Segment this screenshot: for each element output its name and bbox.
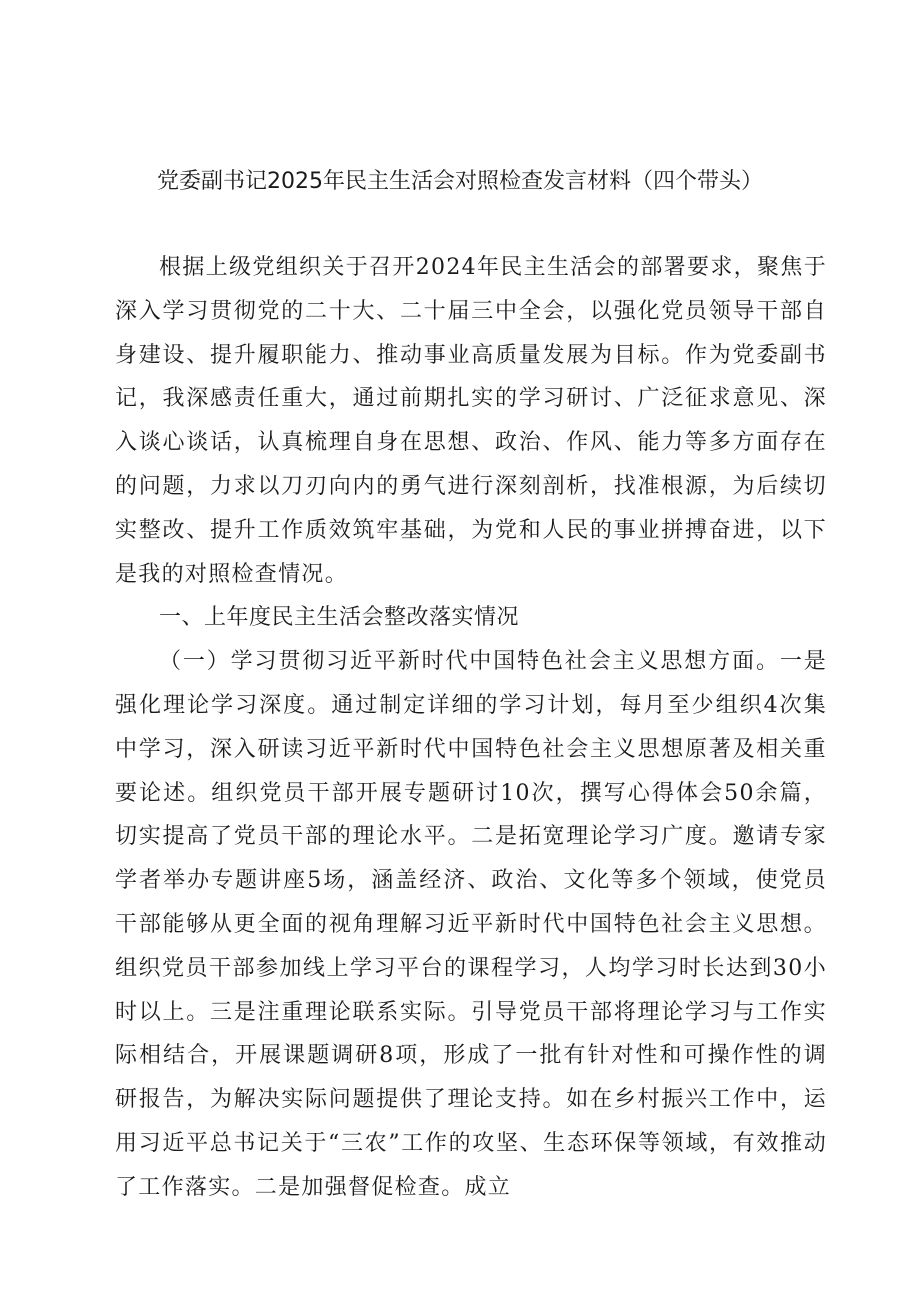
document-title: 党委副书记2025年民主生活会对照检查发言材料（四个带头）	[157, 169, 763, 194]
section-1-paragraph-1: （一）学习贯彻习近平新时代中国特色社会主义思想方面。一是强化理论学习深度。通过制定详细的学习计划，每月至少组织4次集中学习，深入研读习近平新时代中国特色社会主义思想原著及相关重要论述。组织党员干部开展专题研讨10次，撰写心得体会50余篇，切实提高了党员干部的理论水平。二是拓宽理论学习广度。邀请专家学者举办专题讲座5场，涵盖经济、政治、文化等多个领域，使党员干部能够从更全面的视角理解习近平新时代中国特色社会主义思想。组织党员干部参加线上学习平台的课程学习，人均学习时长达到30小时以上。三是注重理论联系实际。引导党员干部将理论学习与工作实际相结合，开展课题调研8项，形成了一批有针对性和可操作性的调研报告，为解决实际问题提供了理论支持。如在乡村振兴工作中，运用习近平总书记关于“三农”工作的攻坚、生态环保等领域，有效推动了工作落实。二是加强督促检查。成立	[115, 649, 827, 1200]
intro-paragraph: 根据上级党组织关于召开2024年民主生活会的部署要求，聚焦于深入学习贯彻党的二十大、二十届三中全会，以强化党员领导干部自身建设、提升履职能力、推动事业高质量发展为目标。作为党委副书记，我深感责任重大，通过前期扎实的学习研讨、广泛征求意见、深入谈心谈话，认真梳理自身在思想、政治、作风、能力等多方面存在的问题，力求以刀刃向内的勇气进行深刻剖析，找准根源，为后续切实整改、提升工作质效筑牢基础，为党和人民的事业拼搏奋进，以下是我的对照检查情况。	[115, 255, 827, 587]
document-body	[115, 246, 827, 1210]
section-1-heading: 一、上年度民主生活会整改落实情况	[159, 605, 520, 631]
